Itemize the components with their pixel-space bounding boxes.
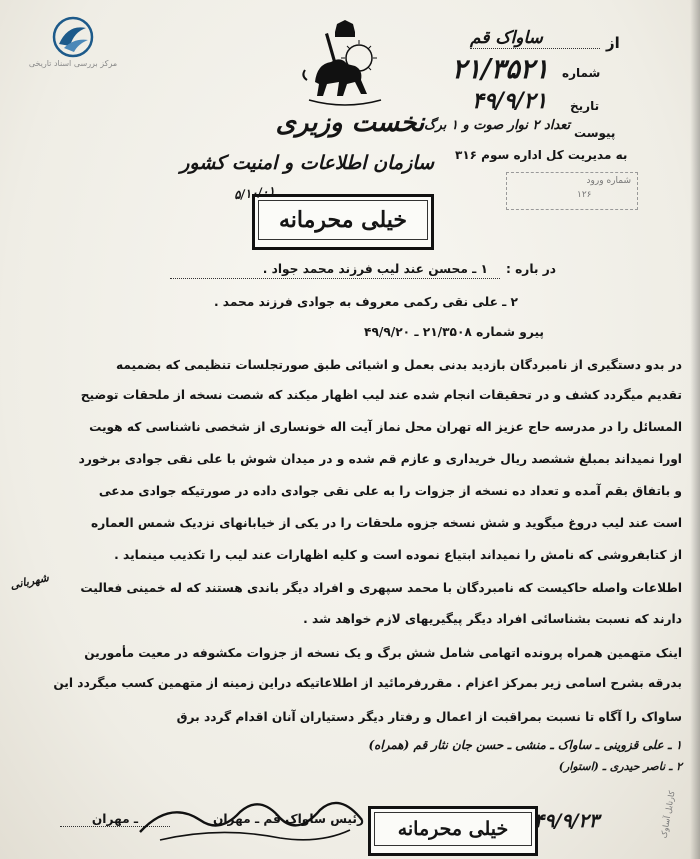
body-line: اطلاعات واصله حاکیست که نامبردگان با محمد سپهری و افراد دیگر باندی هستند که له خمینی فعالیت (80, 581, 682, 595)
bottom-classification-stamp (368, 806, 538, 856)
to-recipient: به مدیریت کل اداره سوم ۳۱۶ (455, 148, 628, 162)
from-label: از (606, 34, 620, 52)
attachment-label: پیوست (574, 126, 616, 140)
classification-label: خیلی محرمانه (258, 200, 428, 240)
body-line: اورا نمیداند بمبلغ ششصد ریال خریداری و عازم قم شده و در میدان شوش با علی نقی جوادی برخورد (78, 452, 682, 466)
margin-note: ۵/۱۰/۰۱ (233, 183, 276, 203)
body-line: و باتفاق بقم آمده و تعداد ده نسخه از جزوات را به علی نقی جوادی داده در صورتیکه جوادی مدعی (98, 484, 682, 498)
entry-stamp (506, 172, 638, 210)
body-line: اینک متهمین همراه پرونده اتهامی شامل شش برگ و یک نسخه از جزوات مکشوفه در معیت مأمورین (84, 646, 682, 660)
entry-stamp-title: شماره ورود (586, 176, 631, 186)
right-edge-note: کارتابل آساوک (659, 790, 677, 839)
subject-item-1: ۱ ـ محسن عند لیب فرزند محمد جواد . (262, 262, 488, 276)
letterhead-subtitle: سازمان اطلاعات و امنیت کشور (180, 152, 434, 174)
body-line: در بدو دستگیری از نامبردگان بازدید بدنی بعمل و اشیائی طبق صورتجلسات تنظیمی که بضمیمه (115, 358, 682, 372)
bottom-classification-label: خیلی محرمانه (374, 812, 532, 846)
attachment-value: تعداد ۲ نوار صوت و ۱ برگ (424, 118, 571, 133)
signature-title: رئیس ساواک قم ـ مهران (212, 812, 364, 826)
archive-logo-icon (50, 16, 96, 58)
handwritten-name-1: ۱ ـ علی قزوینی ـ ساواک ـ منشی ـ حسن جان نثار قم (همراه) (368, 738, 682, 752)
body-line: ساواک را آگاه تا نسبت بمراقبت از اعمال و رفتار دیگر دستیاران آنان اقدام گردد برق (176, 710, 682, 724)
lion-and-sun-emblem-icon (297, 20, 393, 108)
subject-underline (170, 278, 500, 279)
letterhead-title: نخست وزیری (275, 108, 425, 138)
scan-edge-shadow (690, 0, 700, 859)
body-line: تقدیم میگردد کشف و در تحقیقات انجام شده عند لیب اظهار میکند که شصت نسخه از ملحقات توضیح (80, 388, 682, 402)
classification-stamp (252, 194, 434, 250)
body-line: بدرقه بشرح اسامی زیر بمرکز اعزام . مقررفرمائید از اطلاعاتیکه دراین زمینه از متهمین کسب میگردد این (53, 676, 682, 690)
archive-watermark-text: مرکز بررسی اسناد تاریخی (28, 59, 118, 68)
subject-item-2: ۲ ـ علی نقی رکمی معروف به جوادی فرزند محمد . (213, 295, 518, 309)
reference-line: پیرو شماره ۲۱/۳۵۰۸ ـ ۴۹/۹/۲۰ (364, 325, 544, 339)
handwritten-name-2: ۲ ـ ناصر حیدری ـ (استوار) (558, 760, 682, 773)
body-line: المسائل را در مدرسه حاج عزیز اله تهران محل نماز آیت اله خونساری از شخصی ناشناسی که هویت (89, 420, 682, 434)
signature-name: ـ مهران (91, 812, 139, 826)
subject-label: در باره : (506, 262, 556, 276)
margin-insert: شهربانی (9, 571, 50, 592)
body-line: است عند لیب دروغ میگوید و شش نسخه جزوه ملحقات را در یکی از خیابانهای نزدیک شمس العماره (91, 516, 682, 530)
body-line: از کتابفروشی که نامش را نمیداند ابتیاع نموده است و کلیه اظهارات عند لیب را تکذیب مینماید . (114, 548, 682, 562)
date-label: تاریخ (570, 99, 600, 113)
from-underline (470, 48, 600, 49)
date-value: ۴۹/۹/۲۱ (472, 88, 548, 114)
entry-stamp-number: ۱۲۶ (577, 190, 592, 200)
number-value: ۲۱/۳۵۲۱ (452, 54, 549, 85)
from-value: ساواک قم (470, 28, 543, 48)
handwritten-signature (130, 790, 370, 850)
bottom-stamp-number: ۴۹/۹/۲۳ (534, 810, 599, 832)
number-label: شماره (562, 66, 601, 80)
body-line: دارند که نسبت بشناسائی افراد دیگر پیگیریهای لازم خواهد شد . (303, 612, 682, 626)
